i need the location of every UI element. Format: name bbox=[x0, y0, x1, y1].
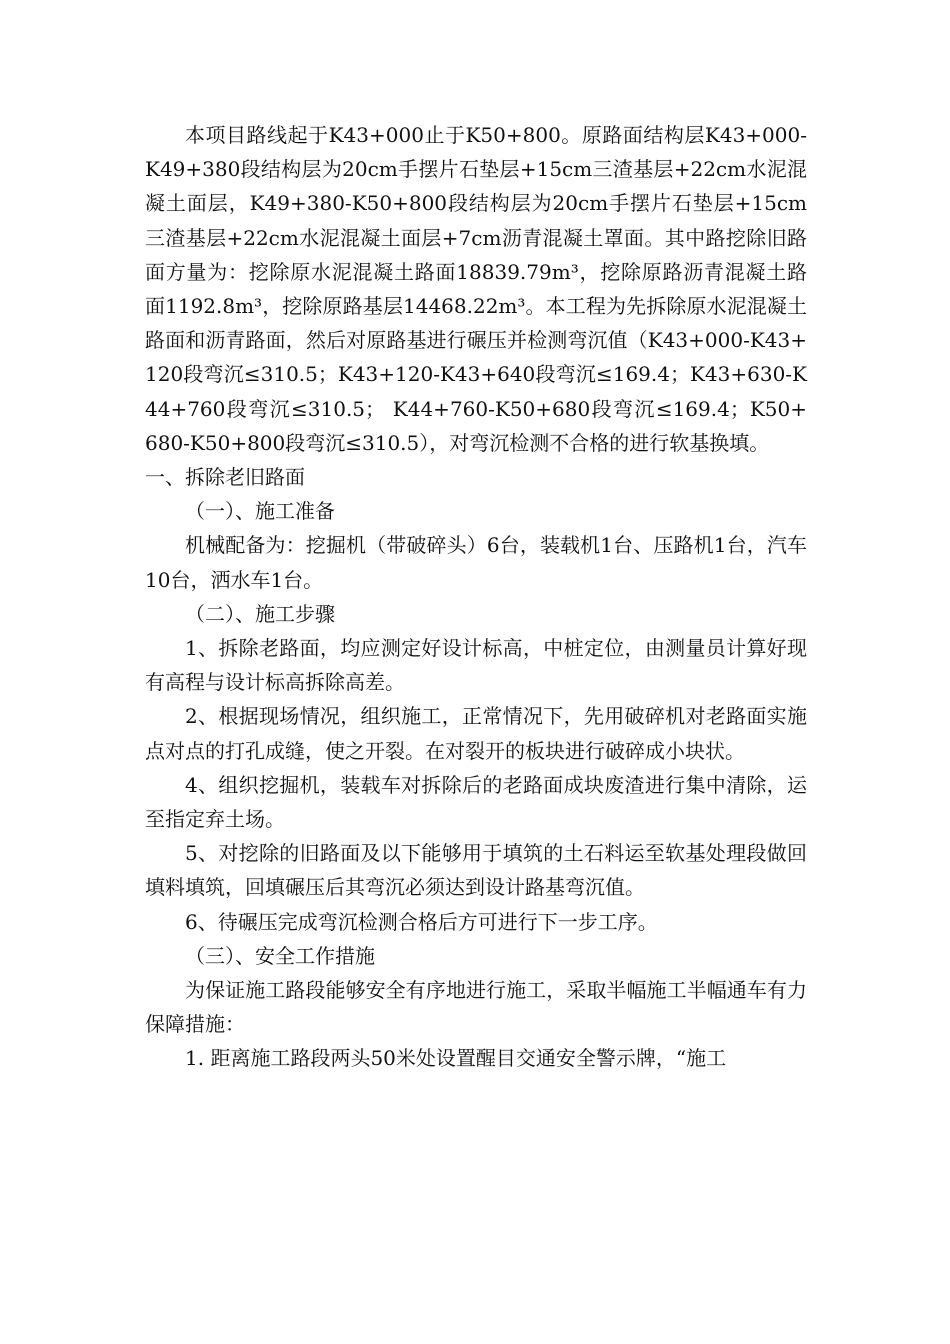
intro-paragraph: 本项目路线起于K43+000止于K50+800。原路面结构层K43+000-K49+380段结构层为20cm手摆片石垫层+15cm三渣基层+22cm水泥混凝土面层，K49+380-K50+800段结构层为20cm手摆片石垫层+15cm三渣基层+22cm水泥混凝土面层+7cm沥青混凝土罩面。其中路挖除旧路面方量为：挖除原水泥混凝土路面18839.79m³，挖除原路沥青混凝土路面1192.8m³，挖除原路基层14468.22m³。本工程为先拆除原水泥混凝土路面和沥青路面，然后对原路基进行碾压并检测弯沉值（K43+000-K43+120段弯沉≤310.5；K43+120-K43+640段弯沉≤169.4；K43+630-K44+760段弯沉≤310.5； K44+760-K50+680段弯沉≤169.4；K50+680-K50+800段弯沉≤310.5），对弯沉检测不合格的进行软基换填。 bbox=[145, 123, 807, 455]
step-6-paragraph: 6、待碾压完成弯沉检测合格后方可进行下一步工序。 bbox=[185, 909, 658, 934]
subsection-heading-steps: （二）、施工步骤 bbox=[185, 601, 335, 626]
equipment-paragraph: 机械配备为：挖掘机（带破碎头）6台，装载机1台、压路机1台，汽车10台，洒水车1台。 bbox=[145, 533, 807, 592]
section-heading-1: 一、拆除老旧路面 bbox=[145, 465, 305, 490]
safety-intro-paragraph: 为保证施工路段能够安全有序地进行施工，采取半幅施工半幅通车有力保障措施： bbox=[145, 978, 807, 1037]
step-1-paragraph: 1、拆除老路面，均应测定好设计标高，中桩定位，由测量员计算好现有高程与设计标高拆除高差。 bbox=[145, 636, 807, 695]
subsection-heading-safety: （三）、安全工作措施 bbox=[185, 943, 375, 968]
step-2-paragraph: 2、根据现场情况，组织施工，正常情况下，先用破碎机对老路面实施点对点的打孔成缝，使之开裂。在对裂开的板块进行破碎成小块状。 bbox=[145, 704, 807, 763]
safety-item-1-paragraph: 1. 距离施工路段两头50米处设置醒目交通安全警示牌，“施工 bbox=[185, 1046, 727, 1071]
step-5-paragraph: 5、对挖除的旧路面及以下能够用于填筑的土石料运至软基处理段做回填料填筑，回填碾压后其弯沉必须达到设计路基弯沉值。 bbox=[145, 841, 807, 900]
document-page bbox=[145, 118, 807, 1076]
step-4-paragraph: 4、组织挖掘机，装载车对拆除后的老路面成块废渣进行集中清除，运至指定弃土场。 bbox=[145, 772, 807, 832]
subsection-heading-preparation: （一）、施工准备 bbox=[185, 499, 335, 524]
